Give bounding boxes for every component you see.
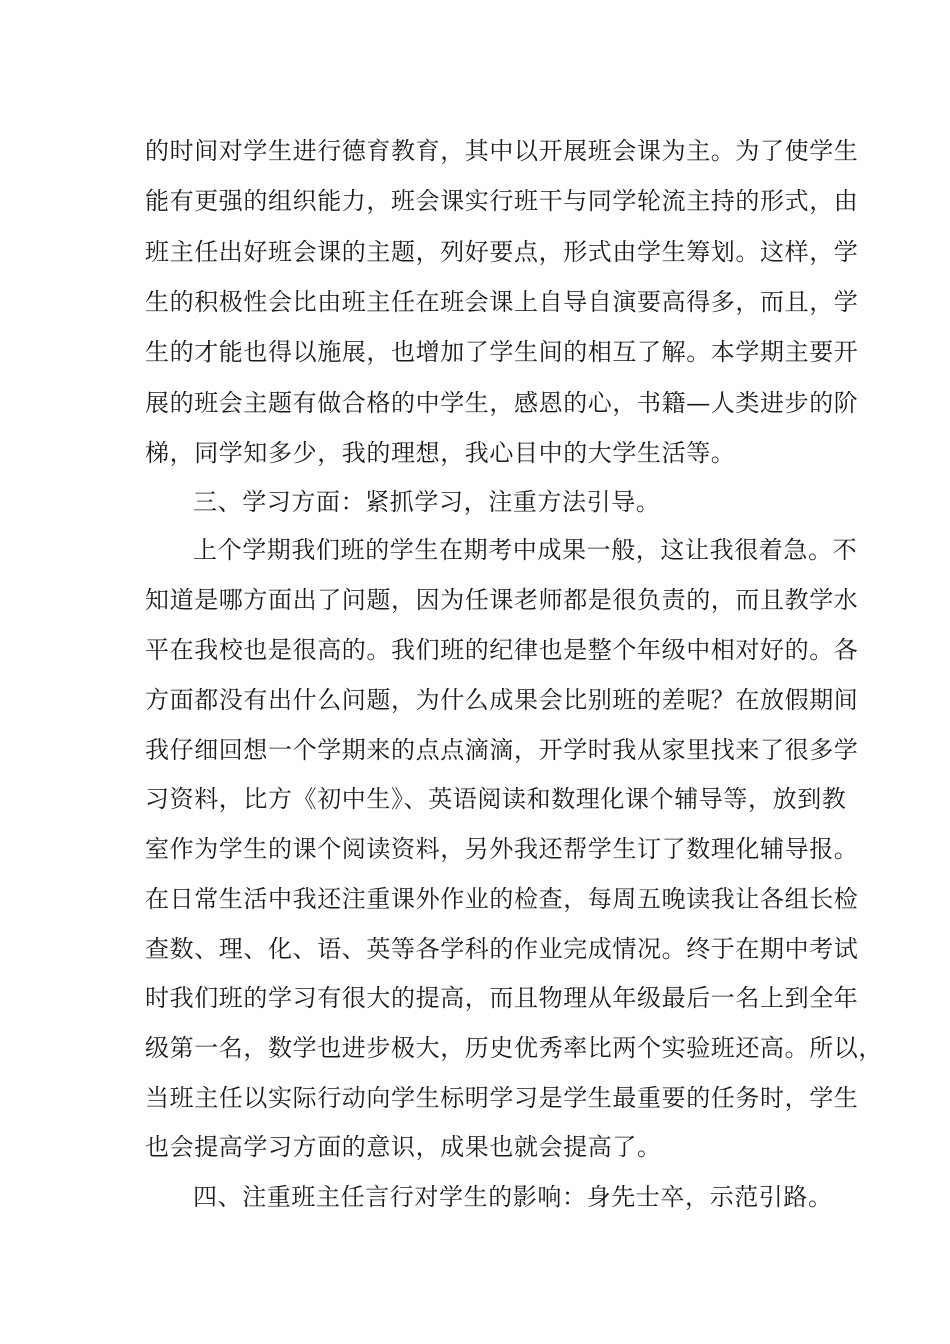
text-line: 平在我校也是很高的。我们班的纪律也是整个年级中相对好的。各 bbox=[145, 636, 859, 664]
text-line: 能有更强的组织能力，班会课实行班干与同学轮流主持的形式，由 bbox=[145, 187, 859, 215]
section-heading: 三、学习方面：紧抓学习，注重方法引导。 bbox=[193, 488, 661, 516]
text-line: 时我们班的学习有很大的提高，而且物理从年级最后一名上到全年 bbox=[145, 984, 859, 1012]
text-line: 在日常生活中我还注重课外作业的检查，每周五晚读我让各组长检 bbox=[145, 885, 859, 913]
text-line: 生的积极性会比由班主任在班会课上自导自演要高得多，而且，学 bbox=[145, 288, 859, 316]
text-line: 级第一名，数学也进步极大，历史优秀率比两个实验班还高。所以， bbox=[145, 1034, 883, 1062]
text-line: 的时间对学生进行德育教育，其中以开展班会课为主。为了使学生 bbox=[145, 137, 859, 165]
text-line: 也会提高学习方面的意识，成果也就会提高了。 bbox=[145, 1133, 662, 1161]
text-line: 查数、理、化、语、英等各学科的作业完成情况。终于在期中考试 bbox=[145, 935, 859, 963]
text-line: 知道是哪方面出了问题，因为任课老师都是很负责的，而且教学水 bbox=[145, 586, 859, 614]
text-line: 当班主任以实际行动向学生标明学习是学生最重要的任务时，学生 bbox=[145, 1084, 859, 1112]
text-line: 我仔细回想一个学期来的点点滴滴，开学时我从家里找来了很多学 bbox=[145, 736, 859, 764]
text-line: 展的班会主题有做合格的中学生，感恩的心，书籍—人类进步的阶 bbox=[145, 389, 859, 417]
text-line: 生的才能也得以施展，也增加了学生间的相互了解。本学期主要开 bbox=[145, 338, 859, 366]
text-line: 班主任出好班会课的主题，列好要点，形式由学生筹划。这样，学 bbox=[145, 238, 859, 266]
text-line: 方面都没有出什么问题，为什么成果会比别班的差呢？在放假期间 bbox=[145, 686, 859, 714]
text-line: 上个学期我们班的学生在期考中成果一般，这让我很着急。不 bbox=[193, 536, 858, 564]
text-line: 习资料，比方《初中生》、英语阅读和数理化课个辅导等，放到教 bbox=[145, 785, 847, 813]
section-heading: 四、注重班主任言行对学生的影响：身先士卒，示范引路。 bbox=[193, 1183, 833, 1211]
text-line: 梯，同学知多少，我的理想，我心目中的大学生活等。 bbox=[145, 439, 736, 467]
text-line: 室作为学生的课个阅读资料，另外我还帮学生订了数理化辅导报。 bbox=[145, 835, 859, 863]
